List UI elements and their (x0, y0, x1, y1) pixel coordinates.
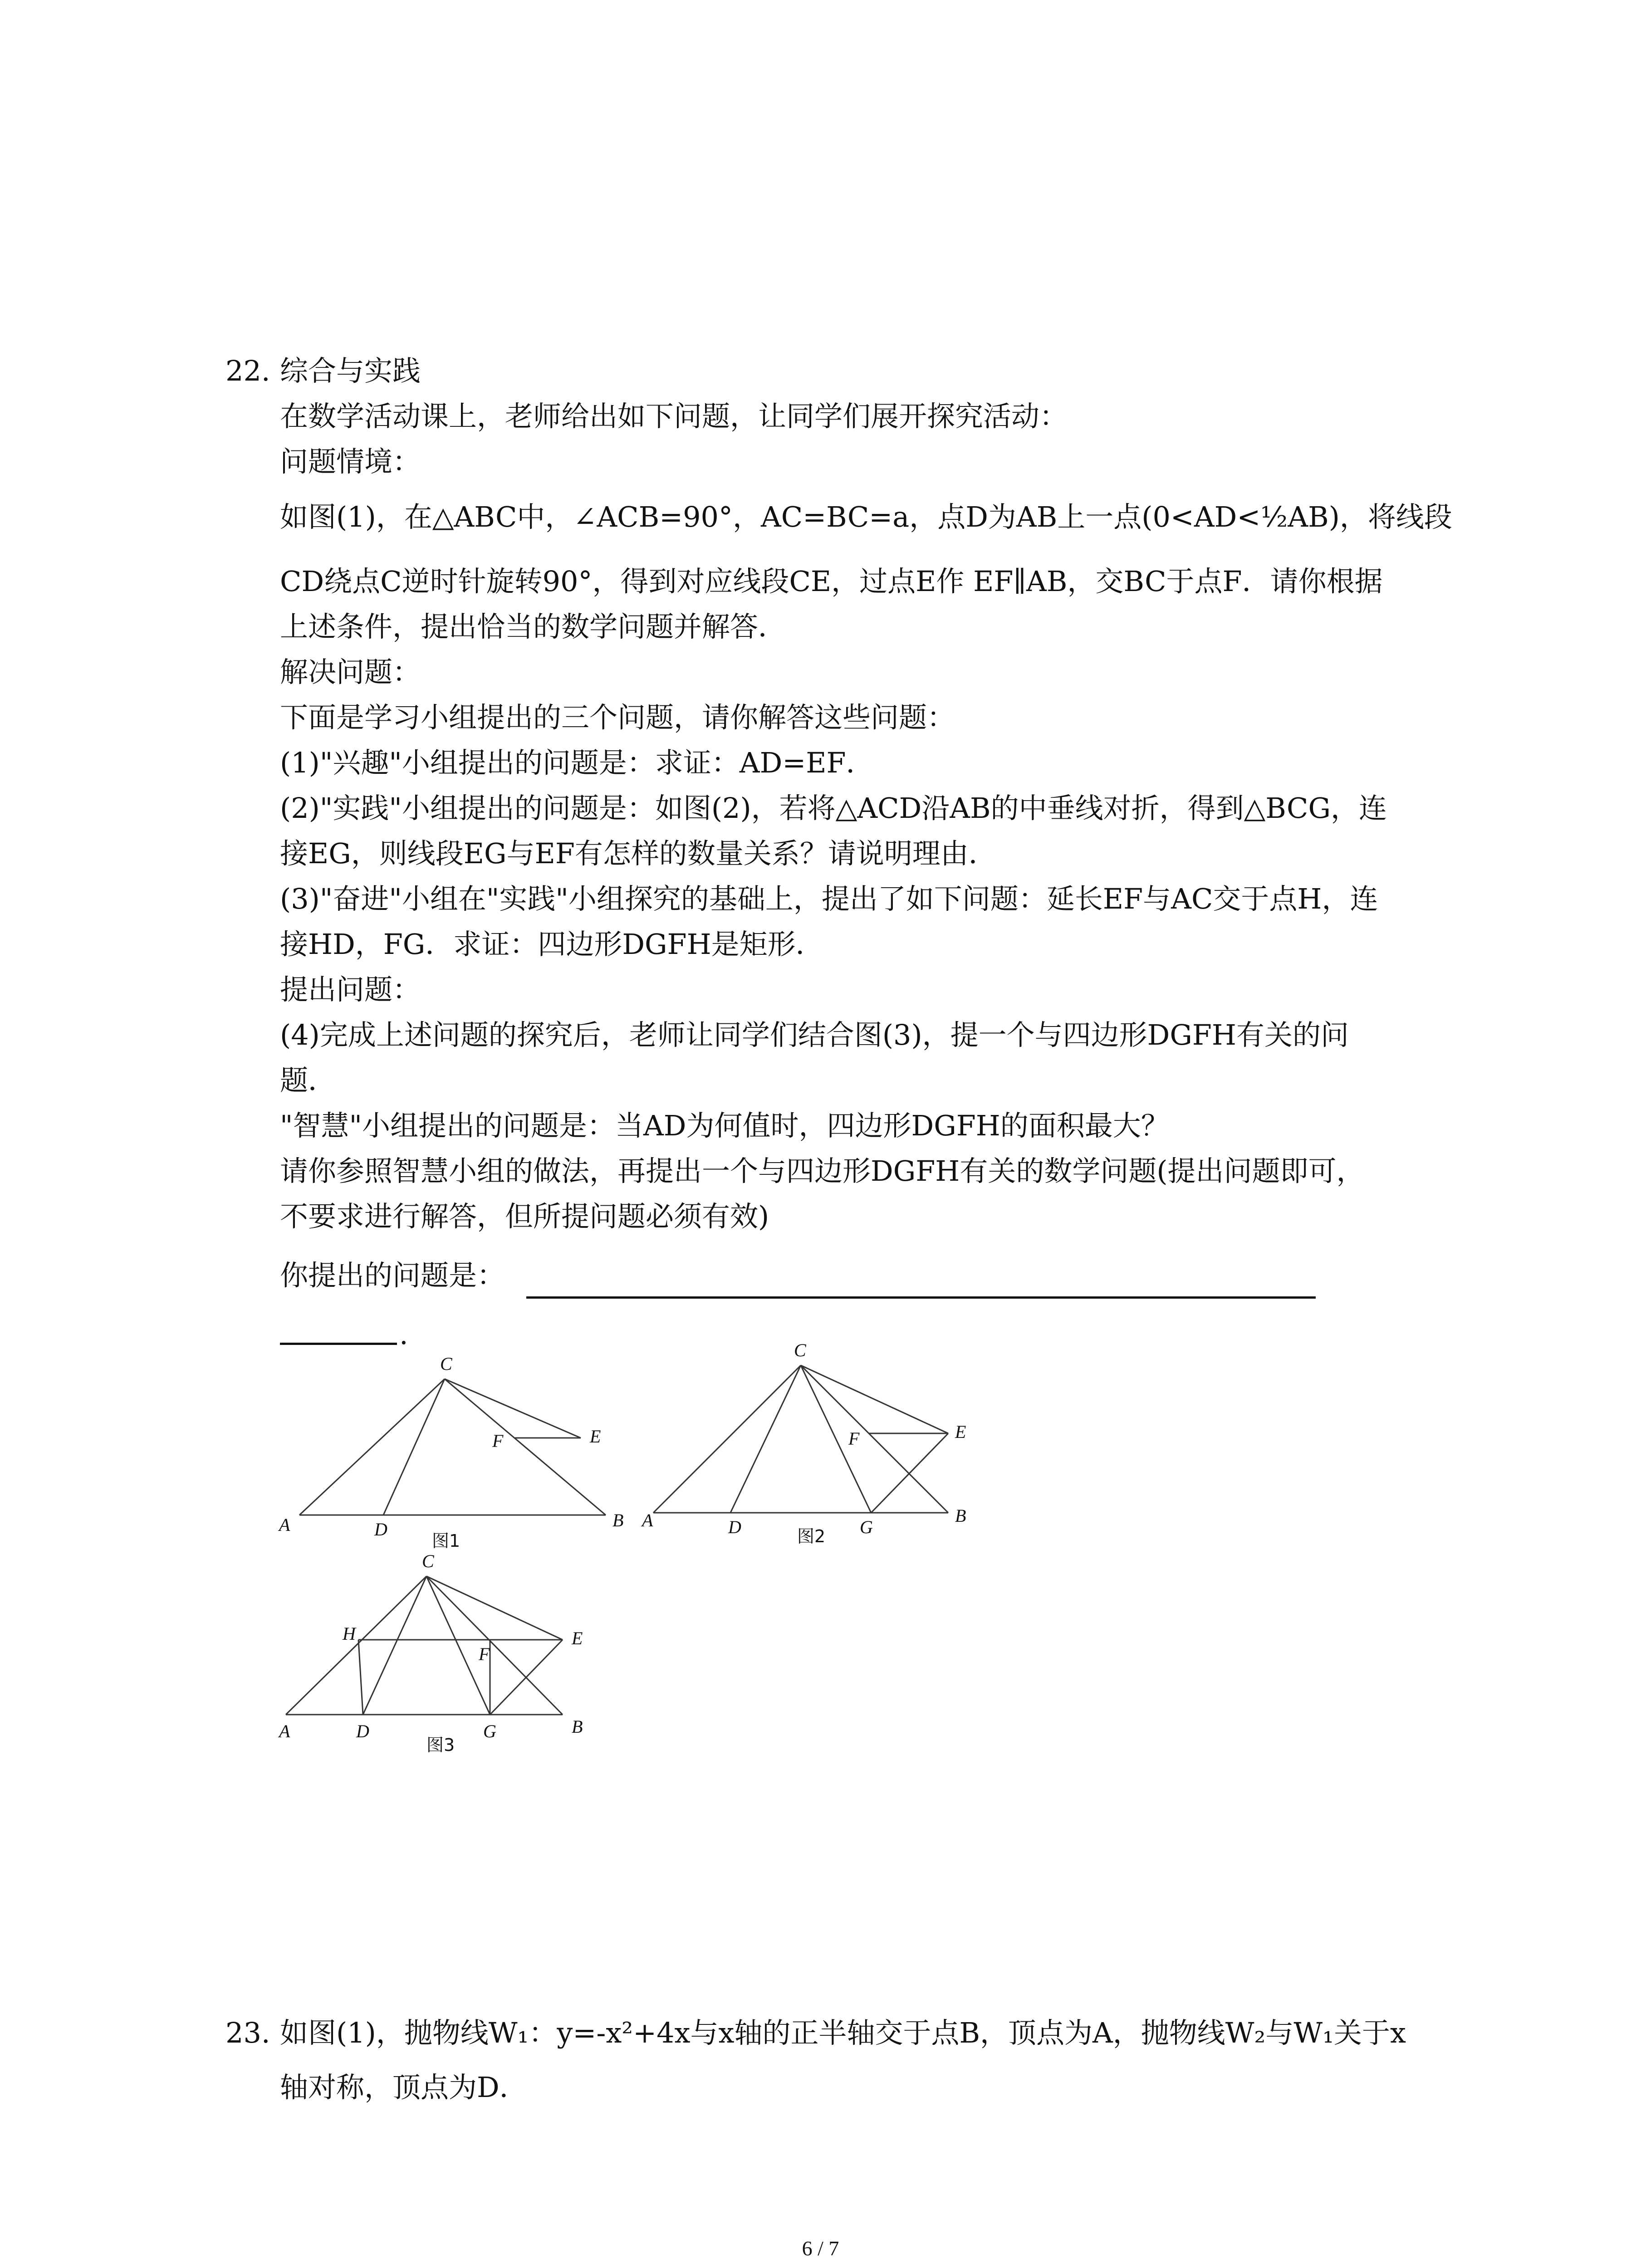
label-E: E (955, 1422, 966, 1442)
q22-line: (2)"实践"小组提出的问题是：如图(2)，若将△ACD沿AB的中垂线对折，得到△BCG，连 (280, 792, 1387, 825)
q22-line: CD绕点C逆时针旋转90°，得到对应线段CE，过点E作 EF∥AB，交BC于点F．请你根据 (280, 565, 1383, 598)
label-D: D (374, 1519, 387, 1540)
figure-1 (254, 1334, 626, 1551)
q22-line: "智慧"小组提出的问题是：当AD为何值时，四边形DGFH的面积最大？ (280, 1109, 1169, 1142)
label-A: A (279, 1721, 290, 1741)
label-F: F (479, 1644, 490, 1664)
q22-line: 在数学活动课上，老师给出如下问题，让同学们展开探究活动： (280, 400, 1068, 433)
q22-line: 题． (280, 1064, 337, 1097)
q22-line: 接HD，FG．求证：四边形DGFH是矩形． (280, 928, 824, 961)
q22-line: 不要求进行解答，但所提问题必须有效) (280, 1200, 769, 1233)
q22-line: 如图(1)，在△ABC中，∠ACB=90°，AC=BC=a，点D为AB上一点(0<AD<½AB)，将线段 (280, 500, 1452, 533)
q22-title: 综合与实践 (280, 354, 421, 387)
q22-line: 下面是学习小组提出的三个问题，请你解答这些问题： (280, 701, 955, 734)
q22-line: (3)"奋进"小组在"实践"小组探究的基础上，提出了如下问题：延长EF与AC交于点H，连 (280, 882, 1378, 915)
label-D: D (356, 1721, 369, 1741)
q22-line: 请你参照智慧小组的做法，再提出一个与四边形DGFH有关的数学问题(提出问题即可， (280, 1154, 1365, 1188)
label-F: F (492, 1431, 504, 1451)
label-E: E (572, 1628, 583, 1648)
label-D: D (728, 1517, 741, 1537)
label-A: A (279, 1515, 290, 1535)
label-C: C (440, 1354, 452, 1374)
label-F: F (848, 1428, 860, 1449)
answer-prompt: 你提出的问题是： (280, 1259, 505, 1292)
figure-2 (631, 1329, 1003, 1556)
label-E: E (590, 1426, 601, 1447)
answer-blank-line[interactable] (526, 1296, 1316, 1299)
q23-line: 如图(1)，抛物线W₁：y=-x²+4x与x轴的正半轴交于点B，顶点为A，抛物线W₂与W₁关于x (280, 2016, 1406, 2049)
q22-number: 22. (225, 354, 270, 387)
label-B: B (955, 1505, 966, 1526)
q22-line: (1)"兴趣"小组提出的问题是：求证：AD=EF． (280, 746, 874, 779)
label-B: B (612, 1510, 624, 1530)
q22-line: 解决问题： (280, 655, 421, 689)
q23-number: 23. (225, 2016, 270, 2049)
label-A: A (642, 1510, 653, 1530)
label-B: B (572, 1716, 583, 1737)
q22-line: 接EG，则线段EG与EF有怎样的数量关系？请说明理由． (280, 837, 997, 870)
page-number: 6 / 7 (802, 2237, 839, 2260)
label-H: H (343, 1623, 356, 1644)
figure-3-caption: 图3 (426, 1735, 455, 1755)
label-C: C (422, 1551, 434, 1571)
figure-2-caption: 图2 (797, 1526, 826, 1546)
q23-line: 轴对称，顶点为D． (280, 2071, 528, 2104)
figure-1-caption: 图1 (432, 1531, 460, 1551)
q22-line: 提出问题： (280, 973, 421, 1006)
label-G: G (483, 1721, 496, 1741)
q22-line: 上述条件，提出恰当的数学问题并解答． (280, 610, 787, 643)
label-C: C (794, 1340, 806, 1360)
figure-3 (254, 1542, 617, 1769)
q22-line: 问题情境： (280, 445, 421, 478)
answer-period: . (399, 1318, 408, 1351)
label-G: G (860, 1517, 873, 1537)
q22-line: (4)完成上述问题的探究后，老师让同学们结合图(3)，提一个与四边形DGFH有关的问 (280, 1018, 1349, 1051)
